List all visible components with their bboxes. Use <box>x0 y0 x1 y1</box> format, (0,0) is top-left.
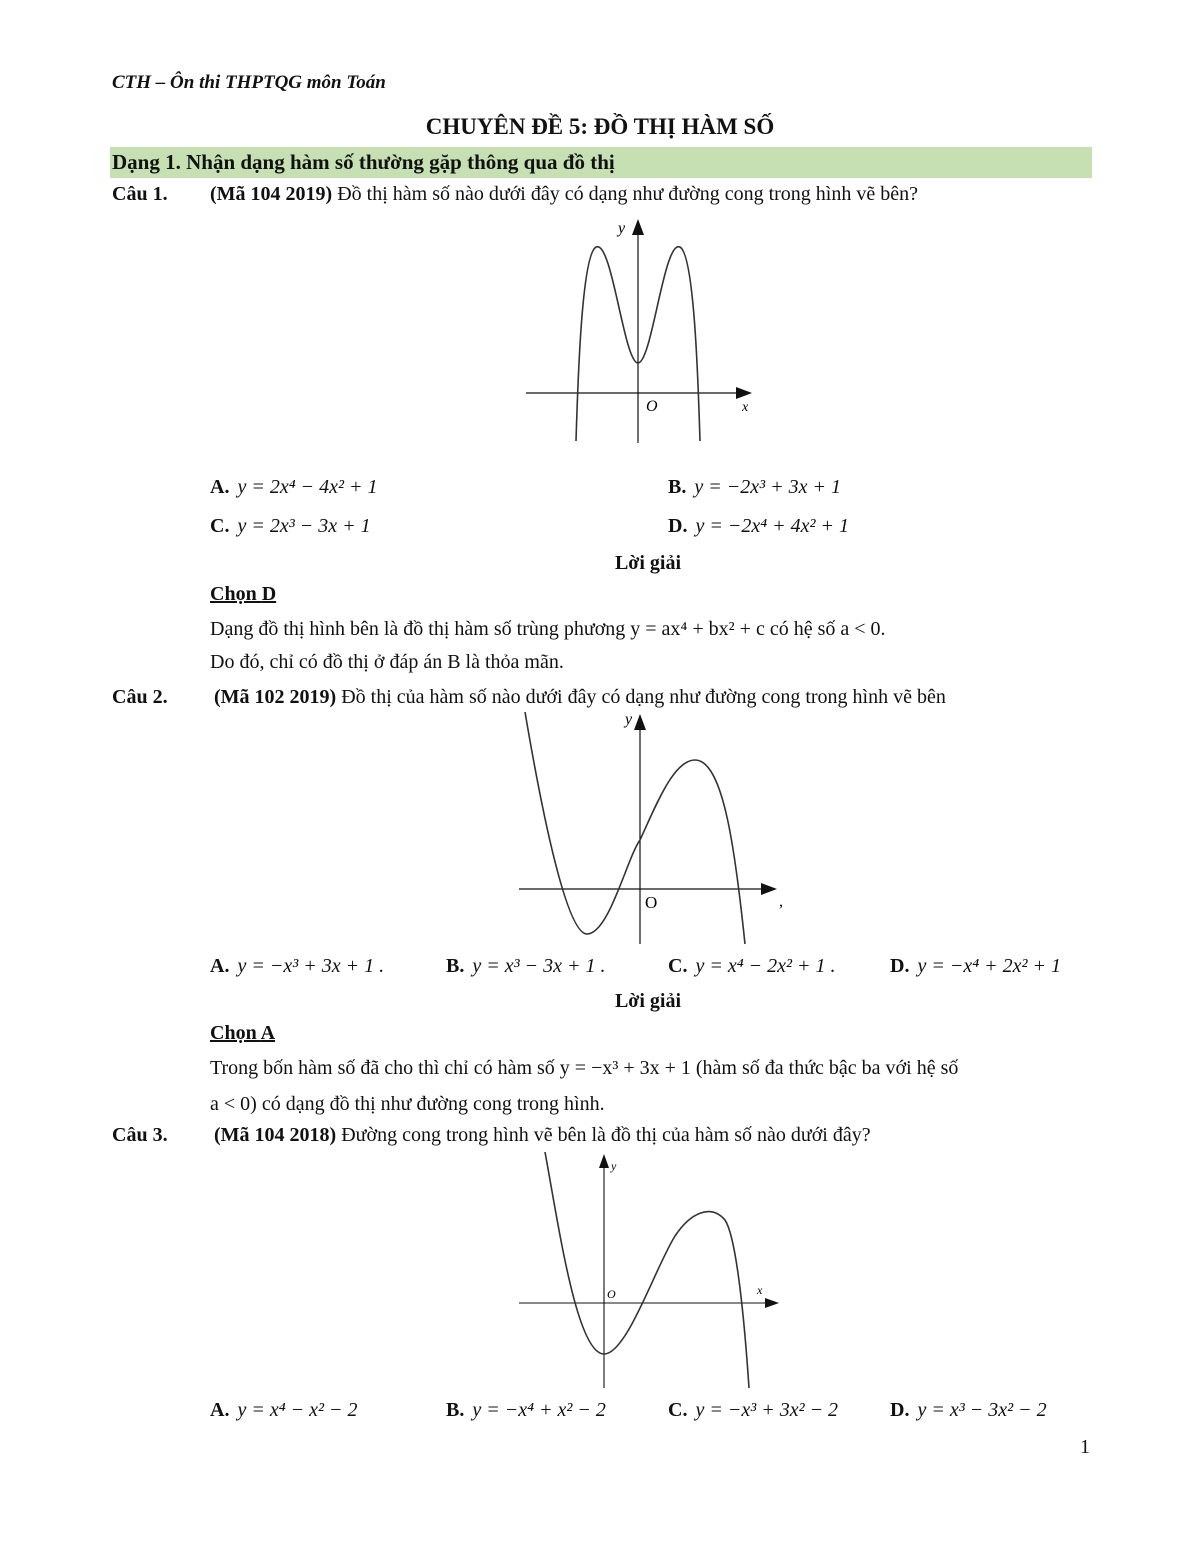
q2-solution-line-1: Trong bốn hàm số đã cho thì chỉ có hàm số y = −x³ + 3x + 1 (hàm số đa thức bậc ba với hệ số <box>210 1057 959 1079</box>
q3-option-b: B. y = −x⁴ + x² − 2 <box>446 1399 606 1421</box>
question-2-source: (Mã 102 2019) <box>214 686 337 708</box>
q2-solution-line-2: a < 0) có dạng đồ thị như đường cong trong hình. <box>210 1093 605 1115</box>
x-axis-label: x <box>757 1283 763 1297</box>
section-heading: Dạng 1. Nhận dạng hàm số thường gặp thông qua đồ thị <box>110 147 1092 178</box>
origin-label: O <box>646 398 658 415</box>
y-axis-label: y <box>611 1159 617 1173</box>
q1-option-b: B. y = −2x³ + 3x + 1 <box>668 476 841 498</box>
y-axis-label: y <box>618 220 626 237</box>
q1-solution-line-1: Dạng đồ thị hình bên là đồ thị hàm số trùng phương y = ax⁴ + bx² + c có hệ số a < 0. <box>210 618 886 640</box>
y-axis-label: y <box>625 711 633 728</box>
q1-option-a: A. y = 2x⁴ − 4x² + 1 <box>210 476 378 498</box>
question-3-source: (Mã 104 2018) <box>214 1124 337 1146</box>
page-title: CHUYÊN ĐỀ 5: ĐỒ THỊ HÀM SỐ <box>425 114 775 139</box>
q2-option-b: B. y = x³ − 3x + 1 . <box>446 955 606 977</box>
question-3-text <box>214 1124 871 1147</box>
x-axis-arrow <box>765 1298 779 1308</box>
q2-option-d: D. y = −x⁴ + 2x² + 1 <box>890 955 1062 977</box>
question-1-number: Câu 1. <box>112 183 168 205</box>
q3-option-d: D. y = x³ − 3x² − 2 <box>890 1399 1047 1421</box>
question-2-prompt: Đồ thị của hàm số nào dưới đây có dạng như đường cong trong hình vẽ bên <box>336 686 946 708</box>
q1-solution-line-2: Do đó, chỉ có đồ thị ở đáp án B là thỏa mãn. <box>210 651 564 673</box>
q2-option-a: A. y = −x³ + 3x + 1 . <box>210 955 385 977</box>
origin-label: O <box>645 893 658 912</box>
page-header: CTH – Ôn thi THPTQG môn Toán <box>112 72 386 93</box>
question-3-graph <box>515 1148 785 1392</box>
graph-curve <box>525 712 745 944</box>
x-axis-arrow <box>736 387 752 399</box>
origin-label: O <box>607 1287 616 1301</box>
y-axis-arrow <box>634 714 646 730</box>
q3-option-c: C. y = −x³ + 3x² − 2 <box>668 1399 839 1421</box>
question-1-text <box>210 183 918 206</box>
q3-option-a: A. y = x⁴ − x² − 2 <box>210 1399 358 1421</box>
q1-option-c: C. y = 2x³ − 3x + 1 <box>210 515 371 537</box>
x-axis-label: , <box>779 893 783 910</box>
question-1-source: (Mã 104 2019) <box>210 183 333 205</box>
question-2-graph <box>515 708 795 948</box>
question-2-number: Câu 2. <box>112 686 168 708</box>
page-number: 1 <box>1080 1436 1090 1458</box>
question-3-prompt: Đường cong trong hình vẽ bên là đồ thị của hàm số nào dưới đây? <box>336 1124 871 1146</box>
x-axis-label: x <box>742 400 749 415</box>
q1-option-d: D. y = −2x⁴ + 4x² + 1 <box>668 515 850 537</box>
question-3-number: Câu 3. <box>112 1124 168 1146</box>
question-1-graph <box>520 215 760 447</box>
graph-curve <box>545 1152 749 1388</box>
q2-chosen-answer: Chọn A <box>210 1022 276 1044</box>
q1-chosen-answer: Chọn D <box>210 583 277 605</box>
q2-option-c: C. y = x⁴ − 2x² + 1 . <box>668 955 836 977</box>
y-axis-arrow <box>632 219 644 235</box>
x-axis-arrow <box>761 883 777 895</box>
q1-solution-title: Lời giải <box>614 552 682 574</box>
question-1-prompt: Đồ thị hàm số nào dưới đây có dạng như đường cong trong hình vẽ bên? <box>332 183 918 205</box>
question-2-text <box>214 686 946 709</box>
q2-solution-title: Lời giải <box>614 990 682 1012</box>
y-axis-arrow <box>599 1154 609 1168</box>
